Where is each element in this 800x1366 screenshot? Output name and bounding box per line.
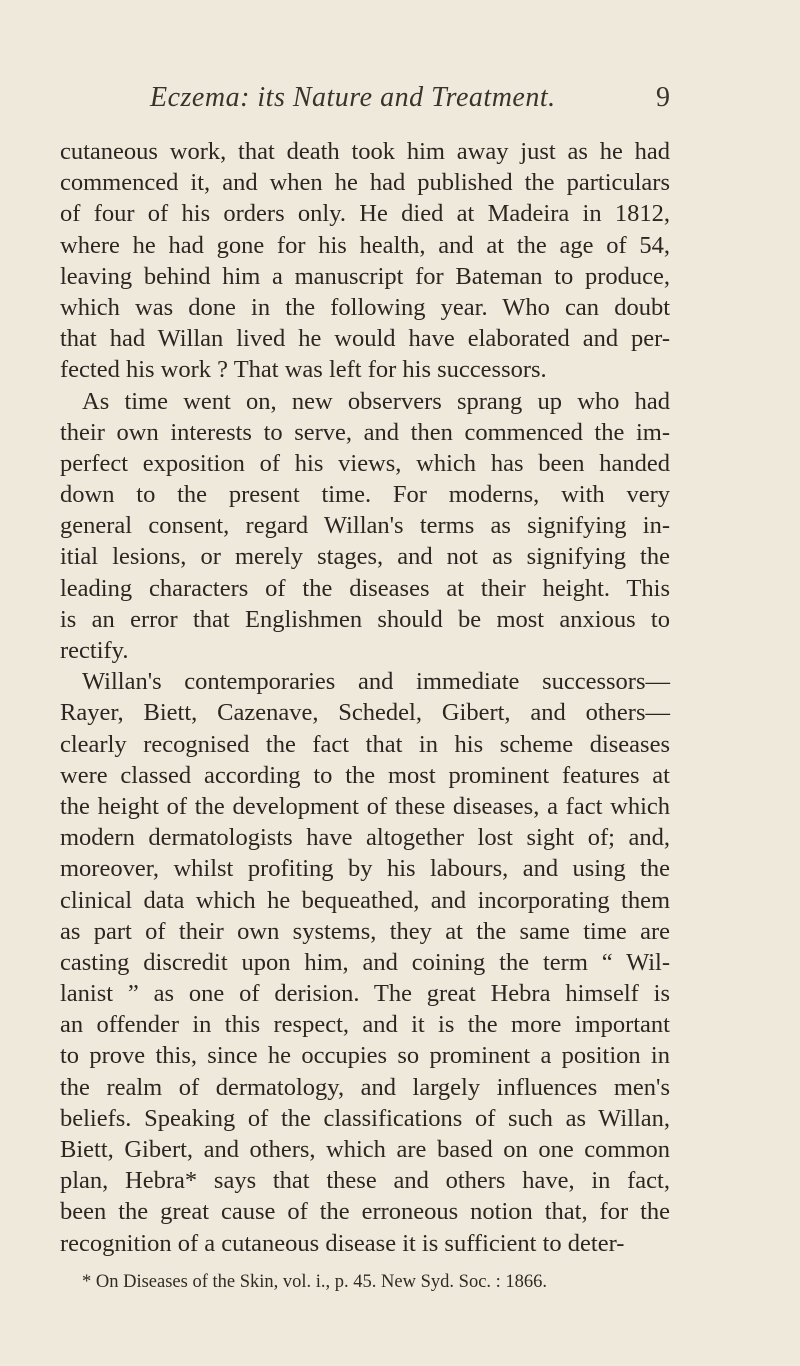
text-line: Rayer, Biett, Cazenave, Schedel, Gibert, and others—: [60, 699, 670, 727]
running-title: Eczema: its Nature and Treatment.: [150, 82, 556, 113]
text-line: general consent, regard Willan's terms as signifying in-: [60, 512, 670, 540]
text-line: the height of the development of these diseases, a fact which: [60, 792, 670, 820]
text-line: modern dermatologists have altogether lost sight of; and,: [60, 824, 670, 852]
text-line: clearly recognised the fact that in his scheme diseases: [60, 730, 670, 758]
text-line: were classed according to the most prominent features at: [60, 761, 670, 789]
text-line: where he had gone for his health, and at the age of 54,: [60, 231, 670, 259]
text-line: to prove this, since he occupies so prominent a position in: [60, 1042, 670, 1070]
footnote: * On Diseases of the Skin, vol. i., p. 45. New Syd. Soc. : 1866.: [82, 1272, 548, 1292]
text-line: cutaneous work, that death took him away just as he had: [60, 138, 670, 165]
text-line: lanist ” as one of derision. The great Hebra himself is: [60, 980, 670, 1008]
text-line: is an error that Englishmen should be most anxious to: [60, 605, 670, 633]
text-line: casting discredit upon him, and coining the term “ Wil-: [60, 948, 670, 976]
text-line: commenced it, and when he had published the particulars: [60, 169, 670, 197]
text-line: the realm of dermatology, and largely influences men's: [60, 1073, 670, 1101]
text-line: down to the present time. For moderns, with very: [60, 481, 670, 509]
text-line: leaving behind him a manuscript for Bateman to produce,: [60, 262, 670, 290]
text-line: which was done in the following year. Who can doubt: [60, 293, 670, 321]
running-head: [60, 82, 670, 122]
text-line: Willan's contemporaries and immediate successors—: [82, 668, 670, 696]
text-line: moreover, whilst profiting by his labours, and using the: [60, 855, 670, 883]
text-line: recognition of a cutaneous disease it is sufficient to deter-: [60, 1229, 625, 1257]
text-line: leading characters of the diseases at their height. This: [60, 574, 670, 602]
text-line: As time went on, new observers sprang up who had: [82, 387, 670, 415]
text-line: fected his work ? That was left for his successors.: [60, 356, 547, 384]
text-line: been the great cause of the erroneous notion that, for the: [60, 1198, 670, 1226]
text-line: beliefs. Speaking of the classifications of such as Willan,: [60, 1104, 670, 1132]
text-line: of four of his orders only. He died at Madeira in 1812,: [60, 200, 670, 228]
text-line: clinical data which he bequeathed, and incorporating them: [60, 886, 670, 914]
text-line: plan, Hebra* says that these and others have, in fact,: [60, 1167, 670, 1195]
text-line: an offender in this respect, and it is the more important: [60, 1011, 670, 1039]
text-line: as part of their own systems, they at the same time are: [60, 917, 670, 945]
text-line: Biett, Gibert, and others, which are based on one common: [60, 1136, 670, 1163]
text-line: itial lesions, or merely stages, and not as signifying the: [60, 543, 670, 571]
text-line: rectify.: [60, 637, 129, 664]
body-text: [60, 136, 670, 1259]
text-line: their own interests to serve, and then commenced the im-: [60, 418, 670, 446]
text-line: that had Willan lived he would have elaborated and per-: [60, 325, 670, 353]
text-line: perfect exposition of his views, which has been handed: [60, 449, 670, 477]
page-number: 9: [656, 82, 670, 113]
